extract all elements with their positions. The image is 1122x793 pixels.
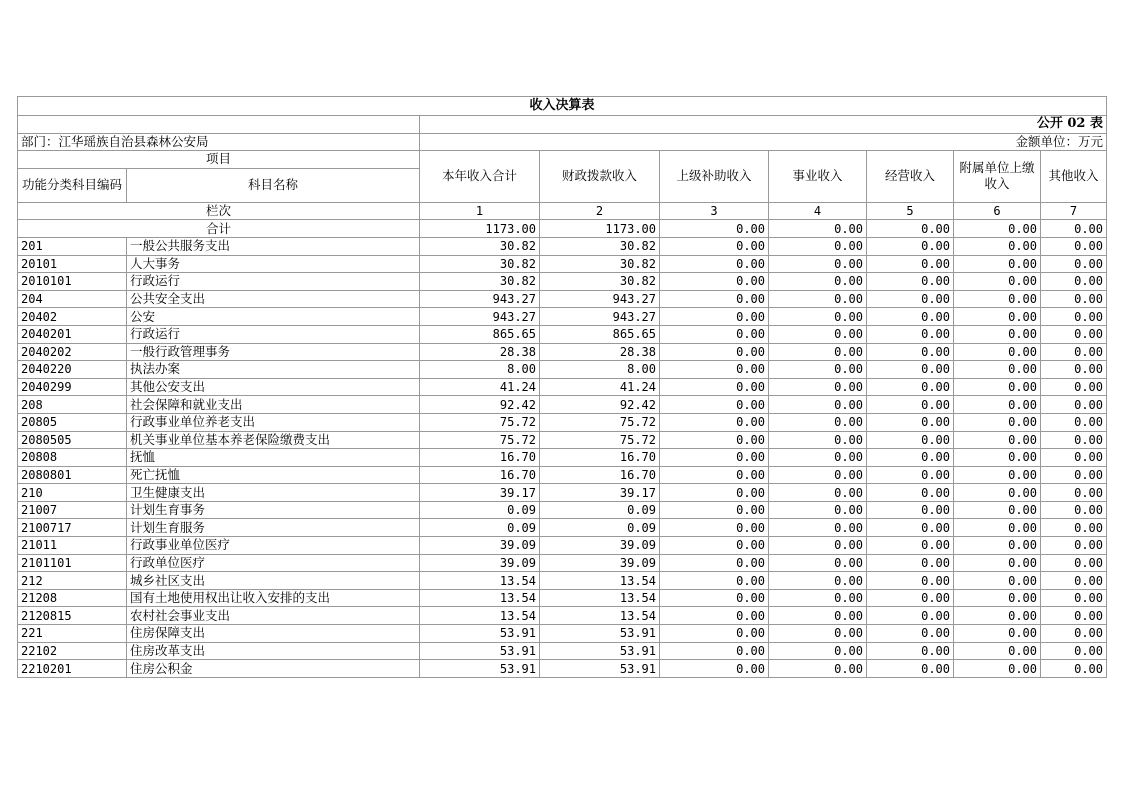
amount-cell: 0.00 [954, 449, 1041, 467]
subject-name-cell: 城乡社区支出 [127, 572, 420, 590]
column-number-cell: 4 [769, 202, 867, 220]
column-number-cell: 5 [867, 202, 954, 220]
amount-cell: 0.00 [954, 589, 1041, 607]
subject-name-cell: 机关事业单位基本养老保险缴费支出 [127, 431, 420, 449]
subject-code-cell: 201 [18, 237, 127, 255]
amount-cell: 0.00 [660, 378, 769, 396]
amount-cell: 943.27 [420, 290, 540, 308]
subject-name-cell: 农村社会事业支出 [127, 607, 420, 625]
amount-cell: 0.00 [954, 343, 1041, 361]
table-row [18, 519, 1107, 537]
amount-cell: 16.70 [540, 449, 660, 467]
amount-cell: 0.00 [660, 290, 769, 308]
amount-cell: 0.00 [1041, 413, 1107, 431]
subject-name-cell: 公共安全支出 [127, 290, 420, 308]
table-row [18, 396, 1107, 414]
subject-name-cell: 计划生育服务 [127, 519, 420, 537]
amount-cell: 13.54 [420, 572, 540, 590]
amount-cell: 0.00 [1041, 607, 1107, 625]
subject-name-cell: 住房改革支出 [127, 642, 420, 660]
amount-cell: 0.00 [660, 325, 769, 343]
subject-name-cell: 卫生健康支出 [127, 484, 420, 502]
amount-cell: 0.00 [867, 519, 954, 537]
subject-code-cell: 2080505 [18, 431, 127, 449]
subject-name-cell: 社会保障和就业支出 [127, 396, 420, 414]
amount-cell: 0.09 [540, 519, 660, 537]
amount-cell: 0.00 [867, 589, 954, 607]
amount-cell: 0.00 [867, 413, 954, 431]
amount-cell: 0.00 [867, 396, 954, 414]
amount-cell: 0.09 [420, 519, 540, 537]
amount-cell: 0.00 [954, 255, 1041, 273]
income-table-container [17, 96, 1106, 678]
amount-cell: 8.00 [420, 361, 540, 379]
amount-cell: 30.82 [540, 237, 660, 255]
amount-cell: 0.00 [1041, 361, 1107, 379]
subject-code-cell: 2040299 [18, 378, 127, 396]
total-value-cell: 1173.00 [540, 220, 660, 238]
table-row [18, 642, 1107, 660]
header-item-group: 项目 [18, 151, 420, 169]
total-value-cell: 0.00 [769, 220, 867, 238]
subject-code-cell: 20805 [18, 413, 127, 431]
amount-cell: 0.00 [769, 325, 867, 343]
amount-cell: 0.00 [954, 290, 1041, 308]
amount-cell: 13.54 [420, 607, 540, 625]
table-row [18, 660, 1107, 678]
amount-cell: 0.00 [867, 431, 954, 449]
subject-code-cell: 20101 [18, 255, 127, 273]
amount-cell: 16.70 [420, 466, 540, 484]
amount-cell: 0.00 [660, 642, 769, 660]
amount-cell: 0.00 [660, 255, 769, 273]
table-title: 收入决算表 [18, 97, 1107, 116]
table-row [18, 484, 1107, 502]
amount-cell: 41.24 [540, 378, 660, 396]
amount-cell: 92.42 [540, 396, 660, 414]
subject-name-cell: 国有土地使用权出让收入安排的支出 [127, 589, 420, 607]
subject-name-cell: 住房公积金 [127, 660, 420, 678]
header-operating-income: 经营收入 [867, 151, 954, 203]
column-number-cell: 2 [540, 202, 660, 220]
amount-cell: 30.82 [420, 273, 540, 291]
subject-code-cell: 2120815 [18, 607, 127, 625]
amount-cell: 0.00 [1041, 431, 1107, 449]
amount-cell: 30.82 [420, 237, 540, 255]
subject-code-cell: 2080801 [18, 466, 127, 484]
amount-cell: 0.00 [867, 308, 954, 326]
amount-cell: 0.00 [769, 519, 867, 537]
subject-name-cell: 计划生育事务 [127, 501, 420, 519]
amount-cell: 0.00 [769, 642, 867, 660]
amount-cell: 0.00 [954, 361, 1041, 379]
amount-cell: 0.00 [769, 255, 867, 273]
amount-cell: 0.00 [954, 308, 1041, 326]
amount-cell: 943.27 [540, 290, 660, 308]
amount-cell: 75.72 [540, 431, 660, 449]
subject-code-cell: 22102 [18, 642, 127, 660]
subject-name-cell: 行政单位医疗 [127, 554, 420, 572]
subject-code-cell: 21208 [18, 589, 127, 607]
table-row [18, 273, 1107, 291]
amount-cell: 0.00 [954, 572, 1041, 590]
subject-code-cell: 210 [18, 484, 127, 502]
amount-cell: 0.00 [660, 237, 769, 255]
amount-unit-label: 金额单位：万元 [420, 133, 1107, 151]
total-value-cell: 0.00 [867, 220, 954, 238]
table-row [18, 237, 1107, 255]
subject-code-cell: 20402 [18, 308, 127, 326]
amount-cell: 0.00 [1041, 378, 1107, 396]
column-number-cell: 6 [954, 202, 1041, 220]
amount-cell: 0.00 [1041, 325, 1107, 343]
subject-code-cell: 2040220 [18, 361, 127, 379]
column-number-cell: 1 [420, 202, 540, 220]
department-label: 部门：江华瑶族自治县森林公安局 [18, 133, 420, 151]
form-number: 公开 02 表 [420, 116, 1107, 134]
amount-cell: 0.00 [867, 625, 954, 643]
amount-cell: 0.00 [954, 660, 1041, 678]
amount-cell: 0.00 [867, 273, 954, 291]
amount-cell: 0.00 [867, 572, 954, 590]
amount-cell: 0.00 [954, 642, 1041, 660]
amount-cell: 0.00 [954, 273, 1041, 291]
amount-cell: 28.38 [420, 343, 540, 361]
amount-cell: 0.00 [660, 554, 769, 572]
amount-cell: 0.00 [769, 449, 867, 467]
table-row [18, 554, 1107, 572]
amount-cell: 28.38 [540, 343, 660, 361]
amount-cell: 0.00 [660, 625, 769, 643]
table-row [18, 431, 1107, 449]
amount-cell: 0.00 [660, 607, 769, 625]
amount-cell: 0.00 [867, 237, 954, 255]
amount-cell: 0.00 [660, 343, 769, 361]
amount-cell: 39.09 [540, 537, 660, 555]
amount-cell: 0.00 [769, 537, 867, 555]
amount-cell: 0.00 [867, 660, 954, 678]
amount-cell: 0.00 [867, 255, 954, 273]
amount-cell: 0.00 [954, 607, 1041, 625]
amount-cell: 53.91 [420, 625, 540, 643]
table-row [18, 466, 1107, 484]
amount-cell: 0.00 [769, 466, 867, 484]
amount-cell: 0.00 [867, 642, 954, 660]
amount-cell: 0.00 [1041, 466, 1107, 484]
amount-cell: 0.09 [540, 501, 660, 519]
table-row [18, 572, 1107, 590]
amount-cell: 0.00 [1041, 660, 1107, 678]
subject-name-cell: 执法办案 [127, 361, 420, 379]
subject-code-cell: 21007 [18, 501, 127, 519]
header-total-income: 本年收入合计 [420, 151, 540, 203]
amount-cell: 0.00 [867, 607, 954, 625]
amount-cell: 0.00 [954, 537, 1041, 555]
subject-code-cell: 20808 [18, 449, 127, 467]
amount-cell: 0.00 [769, 554, 867, 572]
amount-cell: 0.00 [1041, 255, 1107, 273]
amount-cell: 16.70 [540, 466, 660, 484]
amount-cell: 0.00 [660, 537, 769, 555]
amount-cell: 0.00 [954, 325, 1041, 343]
total-label: 合计 [18, 220, 420, 238]
subject-name-cell: 死亡抚恤 [127, 466, 420, 484]
subject-code-cell: 2210201 [18, 660, 127, 678]
amount-cell: 0.00 [1041, 273, 1107, 291]
amount-cell: 0.00 [769, 273, 867, 291]
amount-cell: 0.00 [867, 361, 954, 379]
amount-cell: 13.54 [420, 589, 540, 607]
amount-cell: 0.00 [660, 466, 769, 484]
amount-cell: 0.00 [660, 413, 769, 431]
amount-cell: 39.09 [420, 554, 540, 572]
subject-code-cell: 2010101 [18, 273, 127, 291]
subject-name-cell: 人大事务 [127, 255, 420, 273]
table-row [18, 607, 1107, 625]
amount-cell: 30.82 [540, 255, 660, 273]
amount-cell: 39.09 [540, 554, 660, 572]
subject-code-cell: 208 [18, 396, 127, 414]
amount-cell: 0.00 [1041, 625, 1107, 643]
table-row [18, 378, 1107, 396]
subject-code-cell: 2040202 [18, 343, 127, 361]
amount-cell: 0.00 [660, 589, 769, 607]
header-upper-subsidy: 上级补助收入 [660, 151, 769, 203]
amount-cell: 92.42 [420, 396, 540, 414]
amount-cell: 0.00 [769, 237, 867, 255]
amount-cell: 0.00 [769, 501, 867, 519]
header-affiliated-income: 附属单位上缴收入 [954, 151, 1041, 203]
subject-name-cell: 一般公共服务支出 [127, 237, 420, 255]
amount-cell: 30.82 [420, 255, 540, 273]
total-value-cell: 0.00 [660, 220, 769, 238]
subject-name-cell: 抚恤 [127, 449, 420, 467]
table-row [18, 255, 1107, 273]
header-other-income: 其他收入 [1041, 151, 1107, 203]
amount-cell: 0.09 [420, 501, 540, 519]
amount-cell: 0.00 [867, 290, 954, 308]
amount-cell: 0.00 [954, 396, 1041, 414]
subject-code-cell: 212 [18, 572, 127, 590]
amount-cell: 0.00 [769, 589, 867, 607]
subject-code-cell: 204 [18, 290, 127, 308]
amount-cell: 0.00 [660, 449, 769, 467]
amount-cell: 0.00 [867, 325, 954, 343]
amount-cell: 0.00 [1041, 572, 1107, 590]
amount-cell: 0.00 [769, 290, 867, 308]
amount-cell: 13.54 [540, 572, 660, 590]
amount-cell: 75.72 [540, 413, 660, 431]
amount-cell: 943.27 [420, 308, 540, 326]
total-value-cell: 0.00 [1041, 220, 1107, 238]
amount-cell: 39.17 [420, 484, 540, 502]
amount-cell: 0.00 [1041, 554, 1107, 572]
column-number-cell: 7 [1041, 202, 1107, 220]
amount-cell: 0.00 [769, 572, 867, 590]
amount-cell: 0.00 [954, 501, 1041, 519]
amount-cell: 75.72 [420, 413, 540, 431]
amount-cell: 0.00 [769, 413, 867, 431]
amount-cell: 0.00 [660, 431, 769, 449]
table-row [18, 361, 1107, 379]
amount-cell: 0.00 [1041, 589, 1107, 607]
subject-name-cell: 行政运行 [127, 273, 420, 291]
amount-cell: 0.00 [867, 343, 954, 361]
subject-name-cell: 行政运行 [127, 325, 420, 343]
amount-cell: 13.54 [540, 589, 660, 607]
subject-name-cell: 行政事业单位医疗 [127, 537, 420, 555]
amount-cell: 53.91 [540, 642, 660, 660]
amount-cell: 0.00 [769, 431, 867, 449]
amount-cell: 0.00 [660, 308, 769, 326]
table-row [18, 290, 1107, 308]
amount-cell: 0.00 [867, 537, 954, 555]
amount-cell: 0.00 [1041, 501, 1107, 519]
amount-cell: 0.00 [867, 466, 954, 484]
amount-cell: 0.00 [660, 361, 769, 379]
amount-cell: 0.00 [954, 625, 1041, 643]
amount-cell: 0.00 [1041, 519, 1107, 537]
table-row [18, 625, 1107, 643]
amount-cell: 0.00 [769, 607, 867, 625]
subject-code-cell: 2040201 [18, 325, 127, 343]
amount-cell: 41.24 [420, 378, 540, 396]
amount-cell: 0.00 [660, 273, 769, 291]
table-row [18, 308, 1107, 326]
amount-cell: 0.00 [1041, 237, 1107, 255]
table-row [18, 501, 1107, 519]
amount-cell: 0.00 [660, 484, 769, 502]
table-row [18, 325, 1107, 343]
amount-cell: 0.00 [1041, 343, 1107, 361]
subject-name-cell: 住房保障支出 [127, 625, 420, 643]
amount-cell: 53.91 [420, 642, 540, 660]
subject-code-cell: 2101101 [18, 554, 127, 572]
amount-cell: 0.00 [1041, 537, 1107, 555]
amount-cell: 0.00 [769, 660, 867, 678]
table-row [18, 537, 1107, 555]
amount-cell: 39.09 [420, 537, 540, 555]
table-row [18, 449, 1107, 467]
table-row [18, 343, 1107, 361]
header-subject-name: 科目名称 [127, 168, 420, 202]
amount-cell: 0.00 [660, 396, 769, 414]
amount-cell: 0.00 [954, 378, 1041, 396]
subject-code-cell: 2100717 [18, 519, 127, 537]
amount-cell: 865.65 [540, 325, 660, 343]
amount-cell: 0.00 [867, 378, 954, 396]
amount-cell: 0.00 [867, 449, 954, 467]
subject-name-cell: 其他公安支出 [127, 378, 420, 396]
amount-cell: 0.00 [769, 361, 867, 379]
header-business-income: 事业收入 [769, 151, 867, 203]
blank-cell [18, 116, 420, 134]
subject-name-cell: 公安 [127, 308, 420, 326]
amount-cell: 0.00 [954, 554, 1041, 572]
column-number-label: 栏次 [18, 202, 420, 220]
amount-cell: 0.00 [660, 572, 769, 590]
amount-cell: 13.54 [540, 607, 660, 625]
amount-cell: 0.00 [954, 237, 1041, 255]
amount-cell: 0.00 [1041, 290, 1107, 308]
amount-cell: 0.00 [954, 431, 1041, 449]
amount-cell: 0.00 [769, 396, 867, 414]
subject-name-cell: 一般行政管理事务 [127, 343, 420, 361]
amount-cell: 0.00 [660, 660, 769, 678]
subject-name-cell: 行政事业单位养老支出 [127, 413, 420, 431]
total-value-cell: 0.00 [954, 220, 1041, 238]
amount-cell: 0.00 [769, 625, 867, 643]
amount-cell: 53.91 [540, 625, 660, 643]
total-value-cell: 1173.00 [420, 220, 540, 238]
amount-cell: 0.00 [769, 308, 867, 326]
amount-cell: 0.00 [660, 519, 769, 537]
amount-cell: 0.00 [1041, 396, 1107, 414]
header-function-code: 功能分类科目编码 [18, 168, 127, 202]
amount-cell: 53.91 [540, 660, 660, 678]
amount-cell: 0.00 [769, 484, 867, 502]
amount-cell: 865.65 [420, 325, 540, 343]
subject-code-cell: 21011 [18, 537, 127, 555]
amount-cell: 0.00 [1041, 449, 1107, 467]
amount-cell: 0.00 [867, 484, 954, 502]
amount-cell: 16.70 [420, 449, 540, 467]
amount-cell: 0.00 [954, 484, 1041, 502]
header-fiscal-appropriation: 财政拨款收入 [540, 151, 660, 203]
column-number-cell: 3 [660, 202, 769, 220]
amount-cell: 0.00 [1041, 642, 1107, 660]
amount-cell: 0.00 [867, 501, 954, 519]
amount-cell: 943.27 [540, 308, 660, 326]
amount-cell: 8.00 [540, 361, 660, 379]
amount-cell: 0.00 [954, 466, 1041, 484]
amount-cell: 30.82 [540, 273, 660, 291]
amount-cell: 0.00 [1041, 308, 1107, 326]
amount-cell: 0.00 [867, 554, 954, 572]
amount-cell: 0.00 [660, 501, 769, 519]
amount-cell: 53.91 [420, 660, 540, 678]
amount-cell: 75.72 [420, 431, 540, 449]
amount-cell: 0.00 [769, 378, 867, 396]
amount-cell: 39.17 [540, 484, 660, 502]
amount-cell: 0.00 [954, 413, 1041, 431]
subject-code-cell: 221 [18, 625, 127, 643]
amount-cell: 0.00 [954, 519, 1041, 537]
table-row [18, 413, 1107, 431]
table-row [18, 589, 1107, 607]
amount-cell: 0.00 [769, 343, 867, 361]
amount-cell: 0.00 [1041, 484, 1107, 502]
income-final-accounts-table [17, 96, 1107, 678]
